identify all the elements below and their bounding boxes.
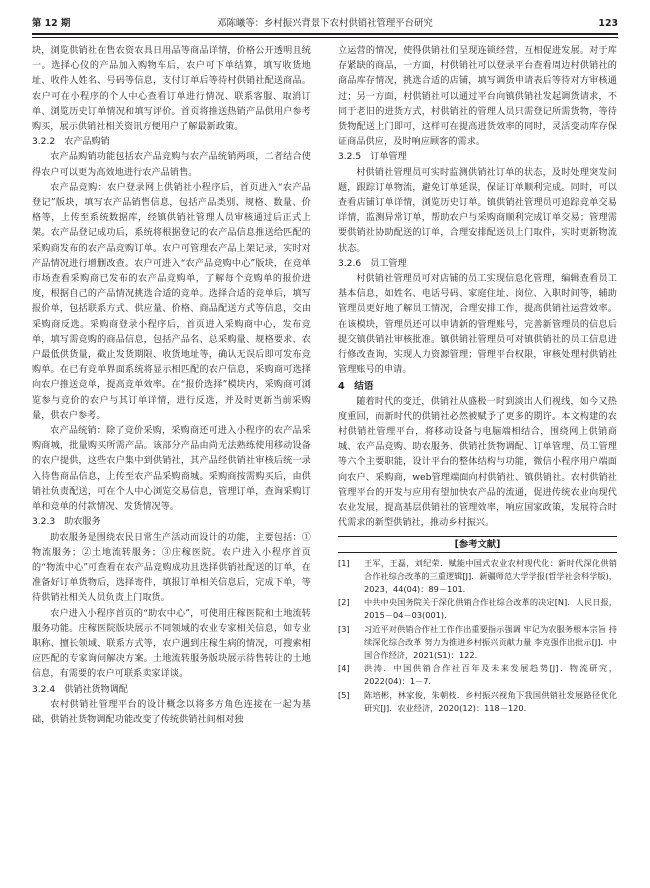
reference-text: 洪涛．中国供销合作社百年及未来发展趋势[J]．物流研究，2022(04)：1－7. xyxy=(364,663,617,687)
reference-text: 陈培彬，林家俊，朱朝枝．乡村振兴视角下我国供销社发展路径优化研究[J]．农业经济，2020(12)：118－120. xyxy=(364,689,617,713)
section-heading-3-2-6: 3.2.6 员工管理 xyxy=(338,258,407,269)
reference-item xyxy=(338,557,617,597)
paragraph-order-management: 村供销社管理员可实时监测供销社订单的状态，及时处理突发问题，跟踪订单物流，避免订单延误，保证订单顺利完成。同时，可以查看店铺订单详情，浏览历史订单。镇供销社管理员可追踪竞单交易详情，监测异常订单，帮助农户与采购商顺利完成订单交易；管理需要供销社协助配送的订单，合理安排配送员上门取件，实时更新物流状态。 xyxy=(338,167,617,254)
paragraph-conclusion: 随着时代的变迁，供销社从盛极一时到淡出人们视线，如今又热度重回，而新时代的供销社必然被赋予了更多的期许。本文构建的农村供销社管理平台，将移动设备与电脑端相结合，围绕网上供销商城、农产品竞购、助农服务、供销社货物调配、订单管理、员工管理等六个主要职能，设计平台的整体结构与功能，微信小程序用户端面向农户、采购商，web管理端面向村供销社、镇供销社。农村供销社管理平台的开发与应用有望加快农产品的流通，促进传统农业向现代农业发展，提高基层供销社的管理效率，响应国家政策，发展符合时代需求的新型供销社，推动乡村振兴。 xyxy=(338,396,617,529)
reference-item xyxy=(338,623,617,663)
section-heading-3-2-5: 3.2.5 订单管理 xyxy=(338,152,407,163)
paragraph-goods-allocation: 农村供销社管理平台的设计概念以将多方角色连接在一起为基础，供销社货物调配功能改变了传统供销社间相对独 xyxy=(32,699,311,725)
right-column xyxy=(338,44,617,864)
section-heading-3-2-3: 3.2.3 助农服务 xyxy=(32,517,101,528)
reference-item xyxy=(338,689,617,715)
left-column xyxy=(32,44,311,864)
reference-item xyxy=(338,662,617,688)
reference-item xyxy=(338,596,617,622)
running-title: 邓陈曦等：乡村振兴背景下农村供销社管理平台研究 xyxy=(217,18,433,29)
paragraph-farm-services-logistics: 助农服务是围绕农民日常生产活动而设计的功能，主要包括：①物流服务；②土地流转服务；③庄稼医院。农户进入小程序首页的“物流中心”可查看在农产品竞购成功且选择供销社配送的订单，在准备好订单货物后，选择寄件，填报订单相关信息后，完成下单，等待供销社相关人员负责上门取货。 xyxy=(32,532,311,604)
running-head xyxy=(32,16,618,32)
paragraph-staff-management: 村供销社管理员可对店铺的员工实现信息化管理，编辑查看员工基本信息，如姓名、电话号码、家庭住址、岗位、入职时间等，辅助管理员更好地了解员工情况，合理安排工作，提高供销社运营效率。在该模块，管理员还可以申请新的管理账号，完善新管理员的信息后提交镇供销社审核批准。镇供销社管理员可对镇供销社的员工信息进行修改查询，实现人力资源管理；管理平台权限，审核处理村供销社管理账号的申请。 xyxy=(338,274,617,376)
section-heading-3-2-2: 3.2.2 农产品购销 xyxy=(32,137,110,148)
reference-number: [5] xyxy=(338,689,350,700)
reference-number: [3] xyxy=(338,623,350,634)
paragraph-goods-allocation-continued: 立运营的情况，使得供销社们呈现连锁经营，互相促进发展。对于库存紧缺的商品，一方面，村供销社可以登录平台查看周边村供销社的商品库存情况，挑选合适的店铺，填写调货申请表后等待对方审核通过；另一方面，村供销社可以通过平台向镇供销社发起调货请求，不同于老旧的进货方式，村供销社的管理人员只需登记所需货物，等待货物配送上门即可，这样可在提高进货效率的同时，灵活变动库存保证商品供应，及时响应顾客的需求。 xyxy=(338,46,617,148)
section-heading-3-2-4: 3.2.4 供销社货物调配 xyxy=(32,684,128,695)
reference-text: 习近平对供销合作社工作作出重要指示强调 牢记为农服务根本宗旨 持续深化综合改革 努力为推进乡村振兴贡献力量 李克强作出批示[J]．中国合作经济，2021(S1)：122. xyxy=(364,623,617,660)
paragraph-farm-services-center: 农户进入小程序首页的“助农中心”，可使用庄稼医院和土地流转服务功能。庄稼医院版块展示不同领域的农业专家相关信息，如专业职称、擅长领域、联系方式等，农户遇到庄稼生病的情况，可搜索相应匹配的专家询问解决方案。土地流转服务版块展示待售转让的土地信息，有需要的农户可联系卖家详谈。 xyxy=(32,608,311,680)
paragraph-produce-bidding: 农产品竞购：农户登录网上供销社小程序后，首页进入“农产品登记”版块，填写农产品销售信息，包括产品类别、规格、数量、价格等，上传至系统数据库，经镇供销社管理人员审核通过后正式上架。农产品登记成功后，系统将根据登记的农产品信息推送给匹配的采购商发布的农产品竞购订单。农户可管理农产品上架记录，实时对产品情况进行增删改查。农户可进入“农产品竞购中心”版块，在竞单市场查看采购商已发布的农产品竞购单，了解每个竞购单的报价进度，根据自己的产品情况挑选合适的竞单。选择合适的竞单后，填写报价单，包括联系方式、供应量、价格、商品配送方式等信息，交由采购商反选。采购商登录小程序后，首页进入采购商中心，发布竞单，填写需竞购的商品信息，包括产品名、总采购量、规格要求、农户最低供货量，截止发货期限、收货地址等，确认无误后即可发布竞购单。在已有竞单界面系统将显示相匹配的农户信息，采购商可选择向农户推送竞单，提高竞单效率。在“报价选择”模块内，采购商可浏览参与竞价的农户与其订单详情，进行反选，并及时更新当前采购量，供农户参考。 xyxy=(32,182,311,421)
reference-number: [1] xyxy=(338,557,350,568)
paragraph-produce-trading-intro: 农产品购销功能包括农产品竞购与农产品统销两项，二者结合使得农户可以更为高效地进行农产品销售。 xyxy=(32,152,311,178)
paragraph-online-store-continued: 块，浏览供销社在售农资农具日用品等商品详情，价格公开透明且统一。选择心仪的产品加入购物车后，农户可下单结算，填写收货地址、收件人姓名、号码等信息，支付订单后等待村供销社配送商品。农户可在小程序的个人中心查看订单进行情况、联系客服、取消订单、浏览历史订单情况和填写评价。首页将推送热销产品供用户参考购买，展示供销社相关资讯方便用户了解最新政策。 xyxy=(32,46,311,133)
reference-text: 王军，王磊，刘纪荣．赋能中国式农业农村现代化：新时代深化供销合作社综合改革的三重逻辑[J]．新疆师范大学学报(哲学社会科学版)，2023，44(04)：89－101. xyxy=(364,557,617,594)
section-heading-conclusion: 4 结语 xyxy=(338,381,374,393)
reference-text: 中共中央国务院关于深化供销合作社综合改革的决定[N]．人民日报，2015－04－03(001). xyxy=(364,597,617,621)
page-number: 123 xyxy=(598,18,618,29)
reference-number: [2] xyxy=(338,597,350,608)
header-rule-thin xyxy=(32,37,618,38)
header-rule-thick xyxy=(32,33,618,35)
reference-number: [4] xyxy=(338,663,350,674)
issue-number: 第 12 期 xyxy=(32,18,71,29)
references-title: [参考文献] xyxy=(338,536,617,553)
reference-list xyxy=(338,557,617,715)
paragraph-produce-unified-sales: 农产品统销：除了竞价采购，采购商还可进入小程序的农产品采购商城，批量购买所需产品。该部分产品由尚无法熟练使用移动设备的农户提供，这些农户集中到供销社，其产品经供销社审核后统一录入待售商品信息，上传至农产品采购商城。采购商按需购买后，由供销社负责配送，可在个人中心浏览交易信息，管理订单，查询采购订单和竞单的付款情况、发货情况等。 xyxy=(32,426,311,513)
